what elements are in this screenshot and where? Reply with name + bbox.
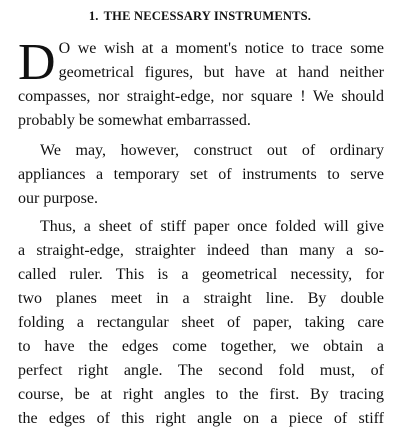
text-line: Thus, a sheet of stiff paper once folded will give (40, 218, 384, 235)
section-title: THE NECESSARY INSTRUMENTS. (103, 9, 312, 23)
paragraph-1 (18, 34, 384, 133)
text-line: O we wish at a moment's notice to trace some (58, 40, 384, 57)
text-line: geometrical figures, but have at hand neither (58, 64, 384, 81)
text-line: compasses, nor straight-edge, nor square ! We should (18, 88, 384, 105)
drop-cap: D (18, 34, 56, 91)
paragraph-2 (18, 139, 384, 211)
text-line: We may, however, construct out of ordinary (40, 142, 384, 159)
text-line: course, be at right angles to the first. By tracing (18, 386, 384, 403)
text-line: two planes meet in a straight line. By double (18, 290, 384, 307)
section-number: 1. (88, 9, 99, 23)
text-line: called ruler. This is a geometrical necessity, for (18, 266, 384, 283)
text-line: our purpose. (18, 190, 98, 207)
text-line: a straight-edge, straighter indeed than many a so- (18, 242, 384, 259)
text-line: to have the edges come together, we obtain a (18, 338, 384, 355)
body-text (18, 34, 384, 431)
text-line: folding a rectangular sheet of paper, taking care (18, 314, 384, 331)
text-line: the edges of this right angle on a piece of stiff (18, 410, 384, 427)
text-line: appliances a temporary set of instruments to serve (18, 166, 384, 183)
paragraph-3 (18, 215, 384, 431)
text-line: probably be somewhat embarrassed. (18, 112, 251, 129)
section-heading (0, 9, 400, 24)
text-line: perfect right angle. The second fold must, of (18, 362, 384, 379)
